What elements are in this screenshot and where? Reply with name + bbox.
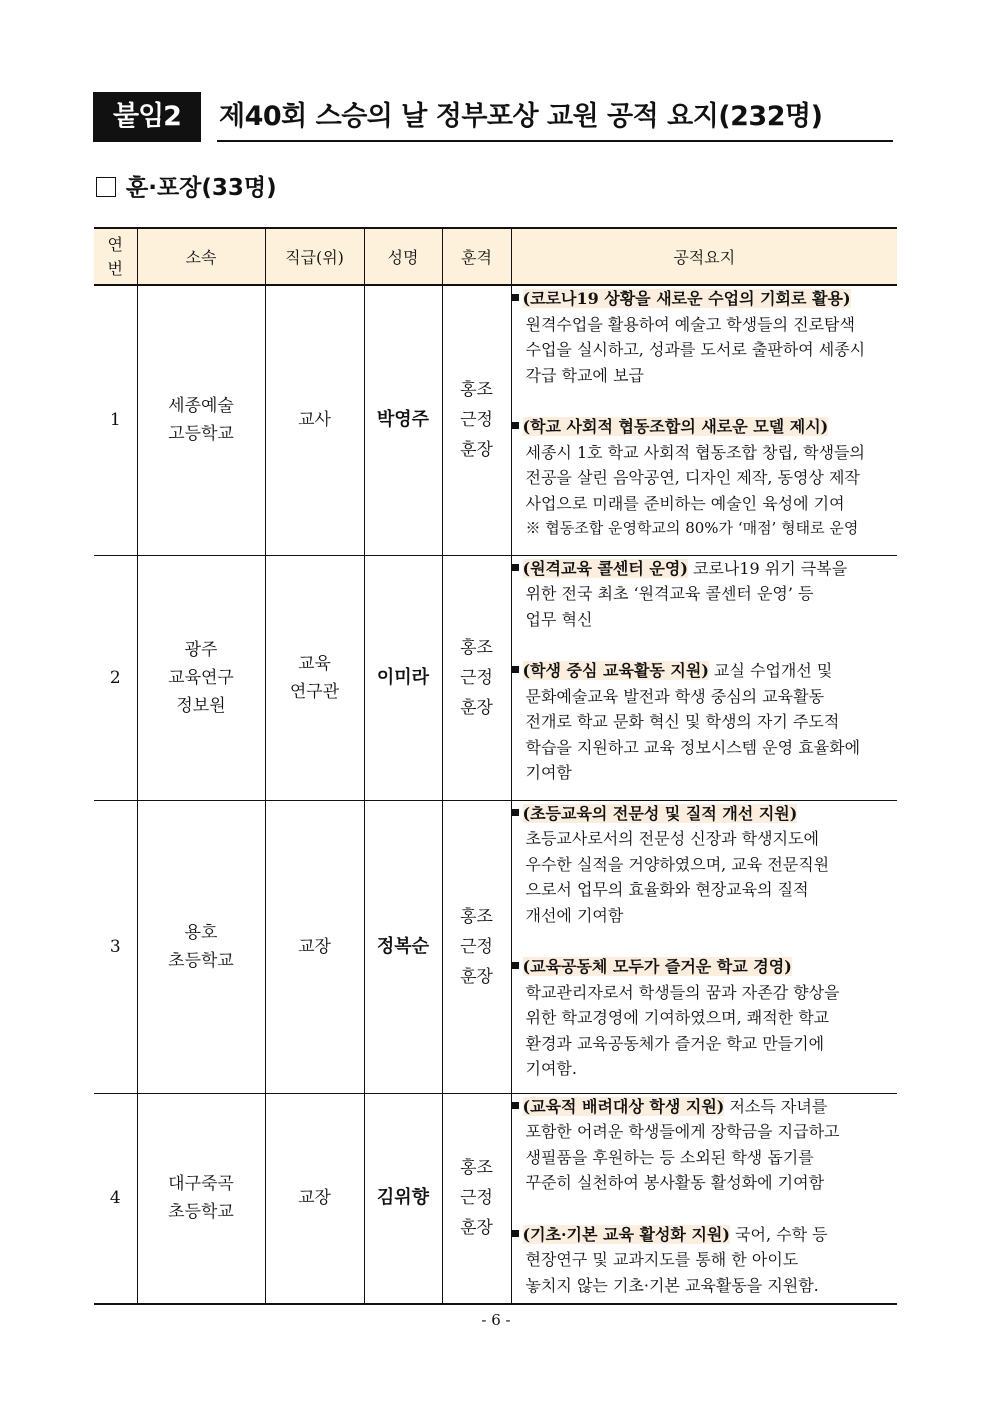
- merit-summary: [511, 800, 897, 1093]
- square-bullet-icon: [512, 1230, 519, 1237]
- merit-heading-tail: 교실 수업개선 및: [708, 661, 833, 680]
- square-bullet-icon: [512, 294, 519, 301]
- merit-text-line: 기여함.: [525, 1059, 577, 1078]
- award-grade: 홍조 근정 훈장: [442, 1093, 511, 1304]
- section-heading: [96, 172, 277, 204]
- merit-text-line: 학습을 지원하고 교육 정보시스템 운영 효율화에: [525, 737, 861, 757]
- merit-text-line: 현장연구 및 교과지도를 통해 한 아이도: [525, 1250, 799, 1269]
- merit-heading-line: [512, 954, 898, 980]
- merit-heading-tail: 저소득 자녀를: [724, 1096, 828, 1116]
- merit-text-line: 전공을 살린 음악공연, 디자인 제작, 동영상 제작: [525, 468, 860, 487]
- merit-heading: (초등교육의 전문성 및 질적 개선 지원): [522, 803, 798, 823]
- merit-heading-line: [512, 801, 898, 827]
- recipient-name: 박영주: [364, 285, 442, 555]
- merit-text-line: 개선에 기여함: [525, 905, 624, 925]
- column-header-no-text: 연 번: [107, 234, 123, 278]
- merit-text-line: 업무 혁신: [525, 609, 593, 629]
- merit-item: [512, 1222, 898, 1299]
- merit-heading: (교육적 배려대상 학생 지원): [522, 1096, 725, 1116]
- column-header-rank: 직급(위): [265, 228, 364, 285]
- merit-text-line: 기여함: [525, 763, 572, 782]
- column-header-merit: 공적요지: [511, 228, 897, 285]
- row-number: 2: [94, 555, 137, 800]
- merit-text-line: 생필품을 후원하는 등 소외된 학생 돕기를: [525, 1147, 814, 1167]
- merit-heading: (코로나19 상황을 새로운 수업의 기회로 활용): [522, 289, 851, 308]
- merit-item: [512, 556, 898, 633]
- position-rank: 교장: [265, 1093, 364, 1304]
- table-row: [94, 800, 897, 1093]
- recipient-name: 정복순: [364, 800, 442, 1093]
- square-bullet-icon: [512, 1102, 519, 1109]
- merit-text-line: 포함한 어려운 학생들에게 장학금을 지급하고: [525, 1122, 840, 1141]
- merit-item: [512, 286, 898, 388]
- merit-item: [512, 1094, 898, 1196]
- merit-text-line: 꾸준히 실천하여 봉사활동 활성화에 기여함: [525, 1173, 825, 1192]
- merit-heading-tail: 코로나19 위기 극복을: [687, 558, 848, 578]
- affiliation: 세종예술 고등학교: [137, 285, 265, 555]
- merit-text-line: 초등교사로서의 전문성 신장과 학생지도에: [525, 829, 819, 848]
- affiliation: 용호 초등학교: [137, 800, 265, 1093]
- table-row: [94, 285, 897, 555]
- document-header: [93, 92, 893, 144]
- affiliation: 광주 교육연구 정보원: [137, 555, 265, 800]
- merit-heading-line: [512, 1094, 898, 1120]
- merit-text-line: 문화예술교육 발전과 학생 중심의 교육활동: [525, 686, 825, 706]
- merit-heading: (학생 중심 교육활동 지원): [522, 661, 709, 680]
- square-bullet-icon: [512, 809, 519, 816]
- document-title: 제40회 스승의 날 정부포상 교원 공적 요지(232명): [219, 101, 823, 132]
- merit-heading-line: [512, 414, 898, 440]
- recipient-name: 이미라: [364, 555, 442, 800]
- merit-heading: (기초·기본 교육 활성화 지원): [522, 1224, 730, 1244]
- merit-item: [512, 658, 898, 786]
- merit-text-line: 세종시 1호 학교 사회적 협동조합 창립, 학생들의: [525, 442, 865, 462]
- merit-text-line: 전개로 학교 문화 혁신 및 학생의 자기 주도적: [525, 712, 840, 731]
- section-title: 훈·포장(33명): [126, 175, 277, 201]
- row-number: 3: [94, 800, 137, 1093]
- merit-heading-line: [512, 286, 898, 312]
- award-grade: 홍조 근정 훈장: [442, 285, 511, 555]
- column-header-org: 소속: [137, 228, 265, 285]
- merit-text-line: 우수한 실적을 거양하였으며, 교육 전문직원: [525, 854, 830, 874]
- merit-text-line: 원격수업을 활용하여 예술고 학생들의 진로탐색: [525, 314, 855, 334]
- awards-table: [94, 227, 897, 1305]
- award-grade: 홍조 근정 훈장: [442, 555, 511, 800]
- column-header-name: 성명: [364, 228, 442, 285]
- merit-summary: [511, 285, 897, 555]
- merit-text-line: 학교관리자로서 학생들의 꿈과 자존감 향상을: [525, 982, 840, 1002]
- merit-heading: (교육공동체 모두가 즐거운 학교 경영): [522, 957, 792, 976]
- table-row: [94, 555, 897, 800]
- merit-summary: [511, 555, 897, 800]
- merit-text-line: 으로서 업무의 효율화와 현장교육의 질적: [525, 880, 809, 899]
- merit-summary: [511, 1093, 897, 1304]
- row-number: 4: [94, 1093, 137, 1304]
- square-bullet-icon: [512, 666, 519, 673]
- position-rank: 교육 연구관: [265, 555, 364, 800]
- position-rank: 교사: [265, 285, 364, 555]
- position-rank: 교장: [265, 800, 364, 1093]
- merit-heading-tail: 국어, 수학 등: [729, 1224, 828, 1244]
- merit-text-line: 위한 전국 최초 ‘원격교육 콜센터 운영’ 등: [525, 584, 814, 603]
- affiliation: 대구죽곡 초등학교: [137, 1093, 265, 1304]
- checkbox-square-icon: [96, 177, 116, 197]
- table-row: [94, 1093, 897, 1304]
- merit-heading: (원격교육 콜센터 운영): [522, 558, 688, 578]
- merit-heading-line: [512, 658, 898, 684]
- merit-text-line: 위한 학교경영에 기여하였으며, 쾌적한 학교: [525, 1008, 830, 1027]
- recipient-name: 김위향: [364, 1093, 442, 1304]
- merit-text-line: 환경과 교육공동체가 즐거운 학교 만들기에: [525, 1033, 825, 1053]
- square-bullet-icon: [512, 962, 519, 969]
- title-underline: [217, 140, 893, 142]
- merit-item: [512, 414, 898, 542]
- merit-item: [512, 801, 898, 929]
- row-number: 1: [94, 285, 137, 555]
- square-bullet-icon: [512, 564, 519, 571]
- column-header-no: [94, 228, 137, 285]
- award-grade: 홍조 근정 훈장: [442, 800, 511, 1093]
- square-bullet-icon: [512, 422, 519, 429]
- merit-heading-line: [512, 1222, 898, 1248]
- merit-text-line: 사업으로 미래를 준비하는 예술인 육성에 기여: [525, 493, 845, 513]
- merit-heading: (학교 사회적 협동조합의 새로운 모델 제시): [522, 417, 829, 436]
- merit-text-line: 놓치지 않는 기초·기본 교육활동을 지원함.: [525, 1275, 819, 1295]
- attachment-badge: 붙임2: [93, 92, 201, 142]
- merit-text-line: 각급 학교에 보급: [525, 365, 644, 385]
- column-header-award: 훈격: [442, 228, 511, 285]
- page-number: - 6 -: [481, 1311, 511, 1329]
- merit-heading-line: [512, 556, 898, 582]
- merit-text-line: 수업을 실시하고, 성과를 도서로 출판하여 세종시: [525, 340, 866, 359]
- merit-note: ※ 협동조합 운영학교의 80%가 ‘매점’ 형태로 운영: [525, 519, 859, 537]
- merit-item: [512, 954, 898, 1082]
- table-header-row: [94, 228, 897, 285]
